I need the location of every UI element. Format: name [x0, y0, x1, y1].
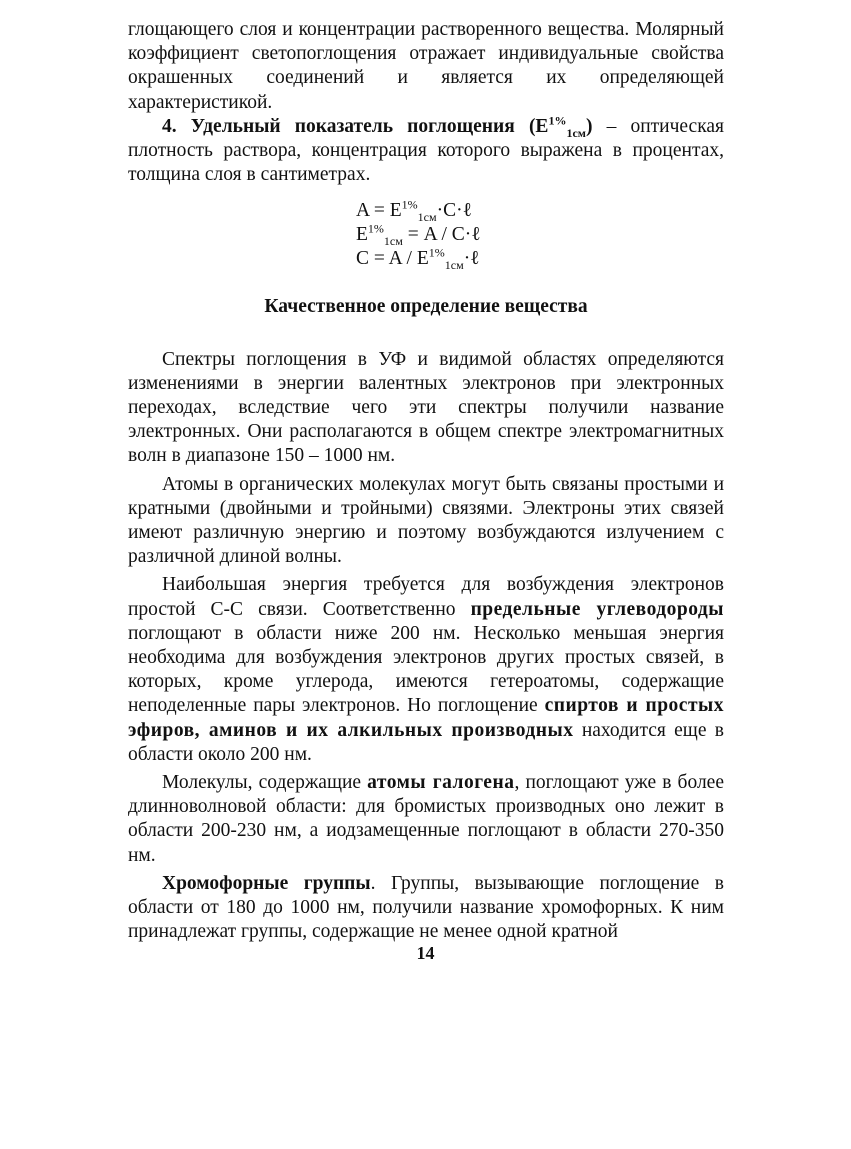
paragraph-spectra: Спектры поглощения в УФ и видимой областях определяются изменениями в энергии валентных электронов при электронных переходах, вследствие чего эти спектры получили название электронных. Они располагаются в общем спектре электромагнитных волн в диапазоне 150 – 1000 нм.	[128, 348, 724, 467]
paragraph-halogen	[128, 771, 724, 868]
definition-text: – оптическая плотность раствора, концентрация которого выражена в процентах, толщина слоя в сантиметрах.	[128, 115, 724, 186]
formula-block	[128, 199, 724, 271]
paragraph-specific-absorbance	[128, 115, 724, 188]
formula-1-b: ·C·ℓ	[436, 200, 472, 222]
term-chromophore-groups: Хромофорные группы	[162, 872, 371, 894]
formula-2-b: = A / C·ℓ	[402, 224, 481, 246]
energy-text-1: Наибольшая энергия требуется для возбуждения электронов простой С-С связи. Соответственно	[128, 574, 724, 620]
formula-2	[356, 223, 724, 247]
term-sup: 1%	[548, 113, 567, 128]
energy-text-3: находится еще в области около 200 нм.	[128, 719, 724, 765]
paragraph-atoms: Атомы в органических молекулах могут быть связаны простыми и кратными (двойными и тройными) связями. Электроны этих связей имеют различную энергию и поэтому возбуждаются излучением с различной длиной волны.	[128, 473, 724, 568]
term-close: )	[585, 115, 593, 137]
energy-text-2: поглощают в области ниже 200 нм. Несколько меньшая энергия необходима для возбуждения электронов других простых связей, в которых, кроме углерода, имеются гетероатомы, содержащие неподеленные пары электронов. Но поглощение	[128, 622, 724, 717]
halogen-text-1: Молекулы, содержащие	[162, 772, 368, 794]
term-sub: 1см	[566, 125, 586, 140]
term-alcohols-ethers-amines: спиртов и простых эфиров, аминов и их алкильных производных	[128, 695, 724, 741]
formula-3	[356, 247, 724, 271]
term-saturated-hydrocarbons: предельные углеводороды	[470, 598, 724, 620]
halogen-text-2: , поглощают уже в более длинноволновой области: для бромистых производных оно лежит в области 200-230 нм, а иодзамещенные поглощают в области 270-350 нм.	[128, 772, 724, 866]
term-specific-absorbance	[162, 113, 593, 140]
formula-2-sub: 1см	[383, 234, 403, 249]
page-body	[128, 18, 724, 945]
formula-1-a: A = E	[356, 200, 402, 222]
paragraph-energy	[128, 573, 724, 767]
formula-3-a: C = A / E	[356, 248, 429, 270]
term-lead: 4. Удельный показатель поглощения (E	[162, 115, 549, 137]
formula-1	[356, 199, 724, 223]
formula-3-sup: 1%	[428, 245, 445, 260]
term-halogen-atoms: атомы галогена	[367, 772, 515, 794]
formula-3-b: ·ℓ	[463, 248, 480, 270]
section-title: Качественное определение вещества	[264, 296, 588, 318]
formula-3-sub: 1см	[444, 258, 464, 273]
formula-2-a: E	[356, 224, 368, 246]
formula-1-sub: 1см	[417, 210, 437, 225]
paragraph-intro: глощающего слоя и концентрации растворенного вещества. Молярный коэффициент светопоглощения отражает индивидуальные свойства окрашенных соединений и является их определяющей характеристикой.	[128, 19, 724, 113]
formula-2-sup: 1%	[367, 221, 384, 236]
paragraph-chromophores	[128, 872, 724, 945]
page-number: 14	[416, 943, 435, 963]
formula-1-sup: 1%	[401, 197, 418, 212]
chromophore-text: . Группы, вызывающие поглощение в области от 180 до 1000 нм, получили название хромофорных. К ним принадлежат группы, содержащие не менее одной кратной	[128, 872, 724, 943]
